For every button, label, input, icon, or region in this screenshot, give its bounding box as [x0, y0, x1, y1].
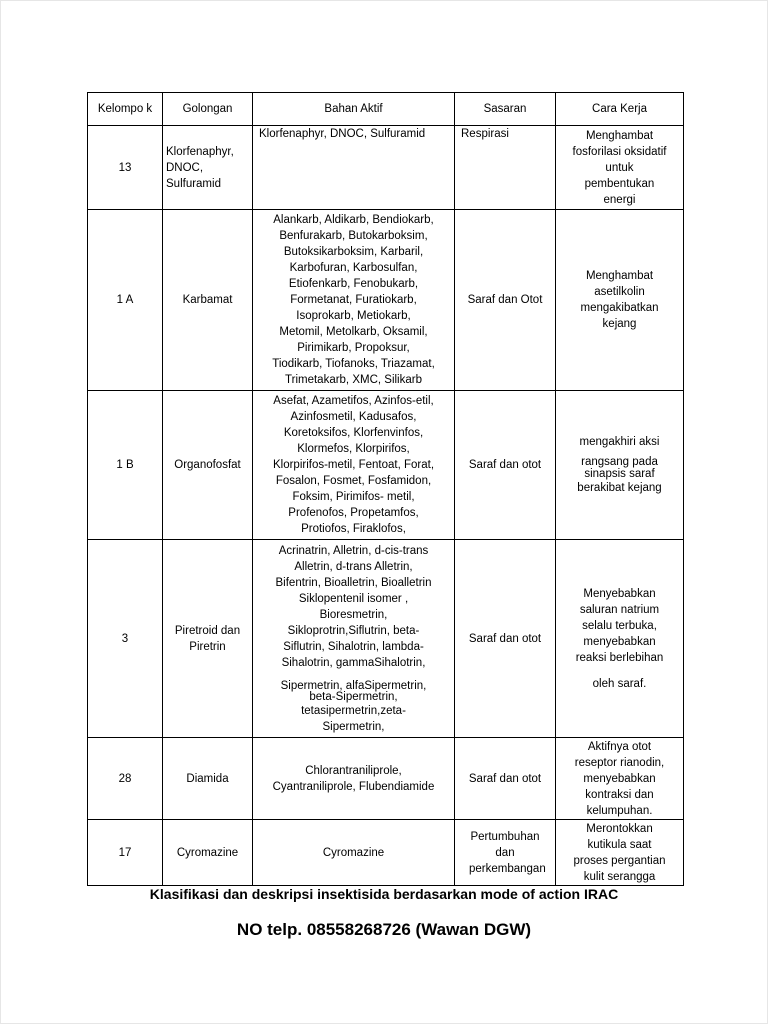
table-row [88, 126, 684, 210]
cell-cara-kerja: Menyebabkan saluran natrium selalu terbuka, menyebabkan reaksi berlebihan oleh saraf. [556, 540, 684, 738]
cell-bahan-aktif: Asefat, Azametifos, Azinfos-etil, Azinfosmetil, Kadusafos, Koretoksifos, Klorfenvinfos, Klormefos, Klorpirifos, Klorpirifos-metil, Fentoat, Forat, Fosalon, Fosmet, Fosfamidon, Foksim, Pirimifos- metil, Profenofos, Propetamfos, Protiofos, Firaklofos, [253, 391, 455, 540]
cell-sasaran: Saraf dan Otot [455, 210, 556, 391]
cell-bahan-aktif: Acrinatrin, Alletrin, d-cis-trans Alletrin, d-trans Alletrin, Bifentrin, Bioalletrin, Bioalletrin Siklopentenil isomer , Bioresmetrin, Sikloprotrin,Siflutrin, beta- Siflutrin, Sihalotrin, lambda- Sihalotrin, gammaSihalotrin, Sipermetrin, alfaSipermetrin, beta-Sipermetrin, tetasipermetrin,zeta- Sipermetrin, [253, 540, 455, 738]
table-row [88, 738, 684, 820]
header-sasaran: Sasaran [455, 93, 556, 126]
header-kelompok: Kelompo k [88, 93, 163, 126]
cell-golongan: Piretroid dan Piretrin [163, 540, 253, 738]
cell-kelompok: 1 B [88, 391, 163, 540]
cell-cara-kerja: Aktifnya otot reseptor rianodin, menyebabkan kontraksi dan kelumpuhan. [556, 738, 684, 820]
cell-kelompok: 17 [88, 820, 163, 886]
cell-cara-kerja: Menghambat fosforilasi oksidatif untuk pembentukan energi [556, 126, 684, 210]
cell-bahan-aktif: Cyromazine [253, 820, 455, 886]
cell-golongan: Karbamat [163, 210, 253, 391]
cell-sasaran: Respirasi [455, 126, 556, 210]
cell-golongan: Klorfenaphyr, DNOC, Sulfuramid [163, 126, 253, 210]
table-row [88, 820, 684, 886]
insecticide-table [87, 92, 684, 886]
cell-sasaran: Saraf dan otot [455, 391, 556, 540]
cell-bahan-aktif: Chlorantraniliprole, Cyantraniliprole, Flubendiamide [253, 738, 455, 820]
cell-sasaran: Pertumbuhan dan perkembangan [455, 820, 556, 886]
cell-kelompok: 13 [88, 126, 163, 210]
cell-bahan-aktif: Alankarb, Aldikarb, Bendiokarb, Benfurakarb, Butokarboksim, Butoksikarboksim, Karbaril, Karbofuran, Karbosulfan, Etiofenkarb, Fenobukarb, Formetanat, Furatiokarb, Isoprokarb, Metiokarb, Metomil, Metolkarb, Oksamil, Pirimikarb, Propoksur, Tiodikarb, Tiofanoks, Triazamat, Trimetakarb, XMC, Silikarb [253, 210, 455, 391]
header-golongan: Golongan [163, 93, 253, 126]
cell-sasaran: Saraf dan otot [455, 540, 556, 738]
header-bahan-aktif: Bahan Aktif [253, 93, 455, 126]
table-row [88, 210, 684, 391]
cell-sasaran: Saraf dan otot [455, 738, 556, 820]
header-cara-kerja: Cara Kerja [556, 93, 684, 126]
cell-cara-kerja: Merontokkan kutikula saat proses pergantian kulit serangga [556, 820, 684, 886]
table-row [88, 391, 684, 540]
cell-golongan: Organofosfat [163, 391, 253, 540]
cell-bahan-aktif: Klorfenaphyr, DNOC, Sulfuramid [253, 126, 455, 210]
cell-golongan: Diamida [163, 738, 253, 820]
cell-golongan: Cyromazine [163, 820, 253, 886]
table-caption: Klasifikasi dan deskripsi insektisida berdasarkan mode of action IRAC [149, 886, 619, 902]
table-row [88, 540, 684, 738]
cell-cara-kerja: mengakhiri aksi rangsang pada sinapsis saraf berakibat kejang [556, 391, 684, 540]
cell-kelompok: 28 [88, 738, 163, 820]
cell-kelompok: 3 [88, 540, 163, 738]
cell-cara-kerja: Menghambat asetilkolin mengakibatkan kejang [556, 210, 684, 391]
cell-kelompok: 1 A [88, 210, 163, 391]
table-header-row [88, 93, 684, 126]
contact-line: NO telp. 08558268726 (Wawan DGW) [236, 920, 532, 939]
